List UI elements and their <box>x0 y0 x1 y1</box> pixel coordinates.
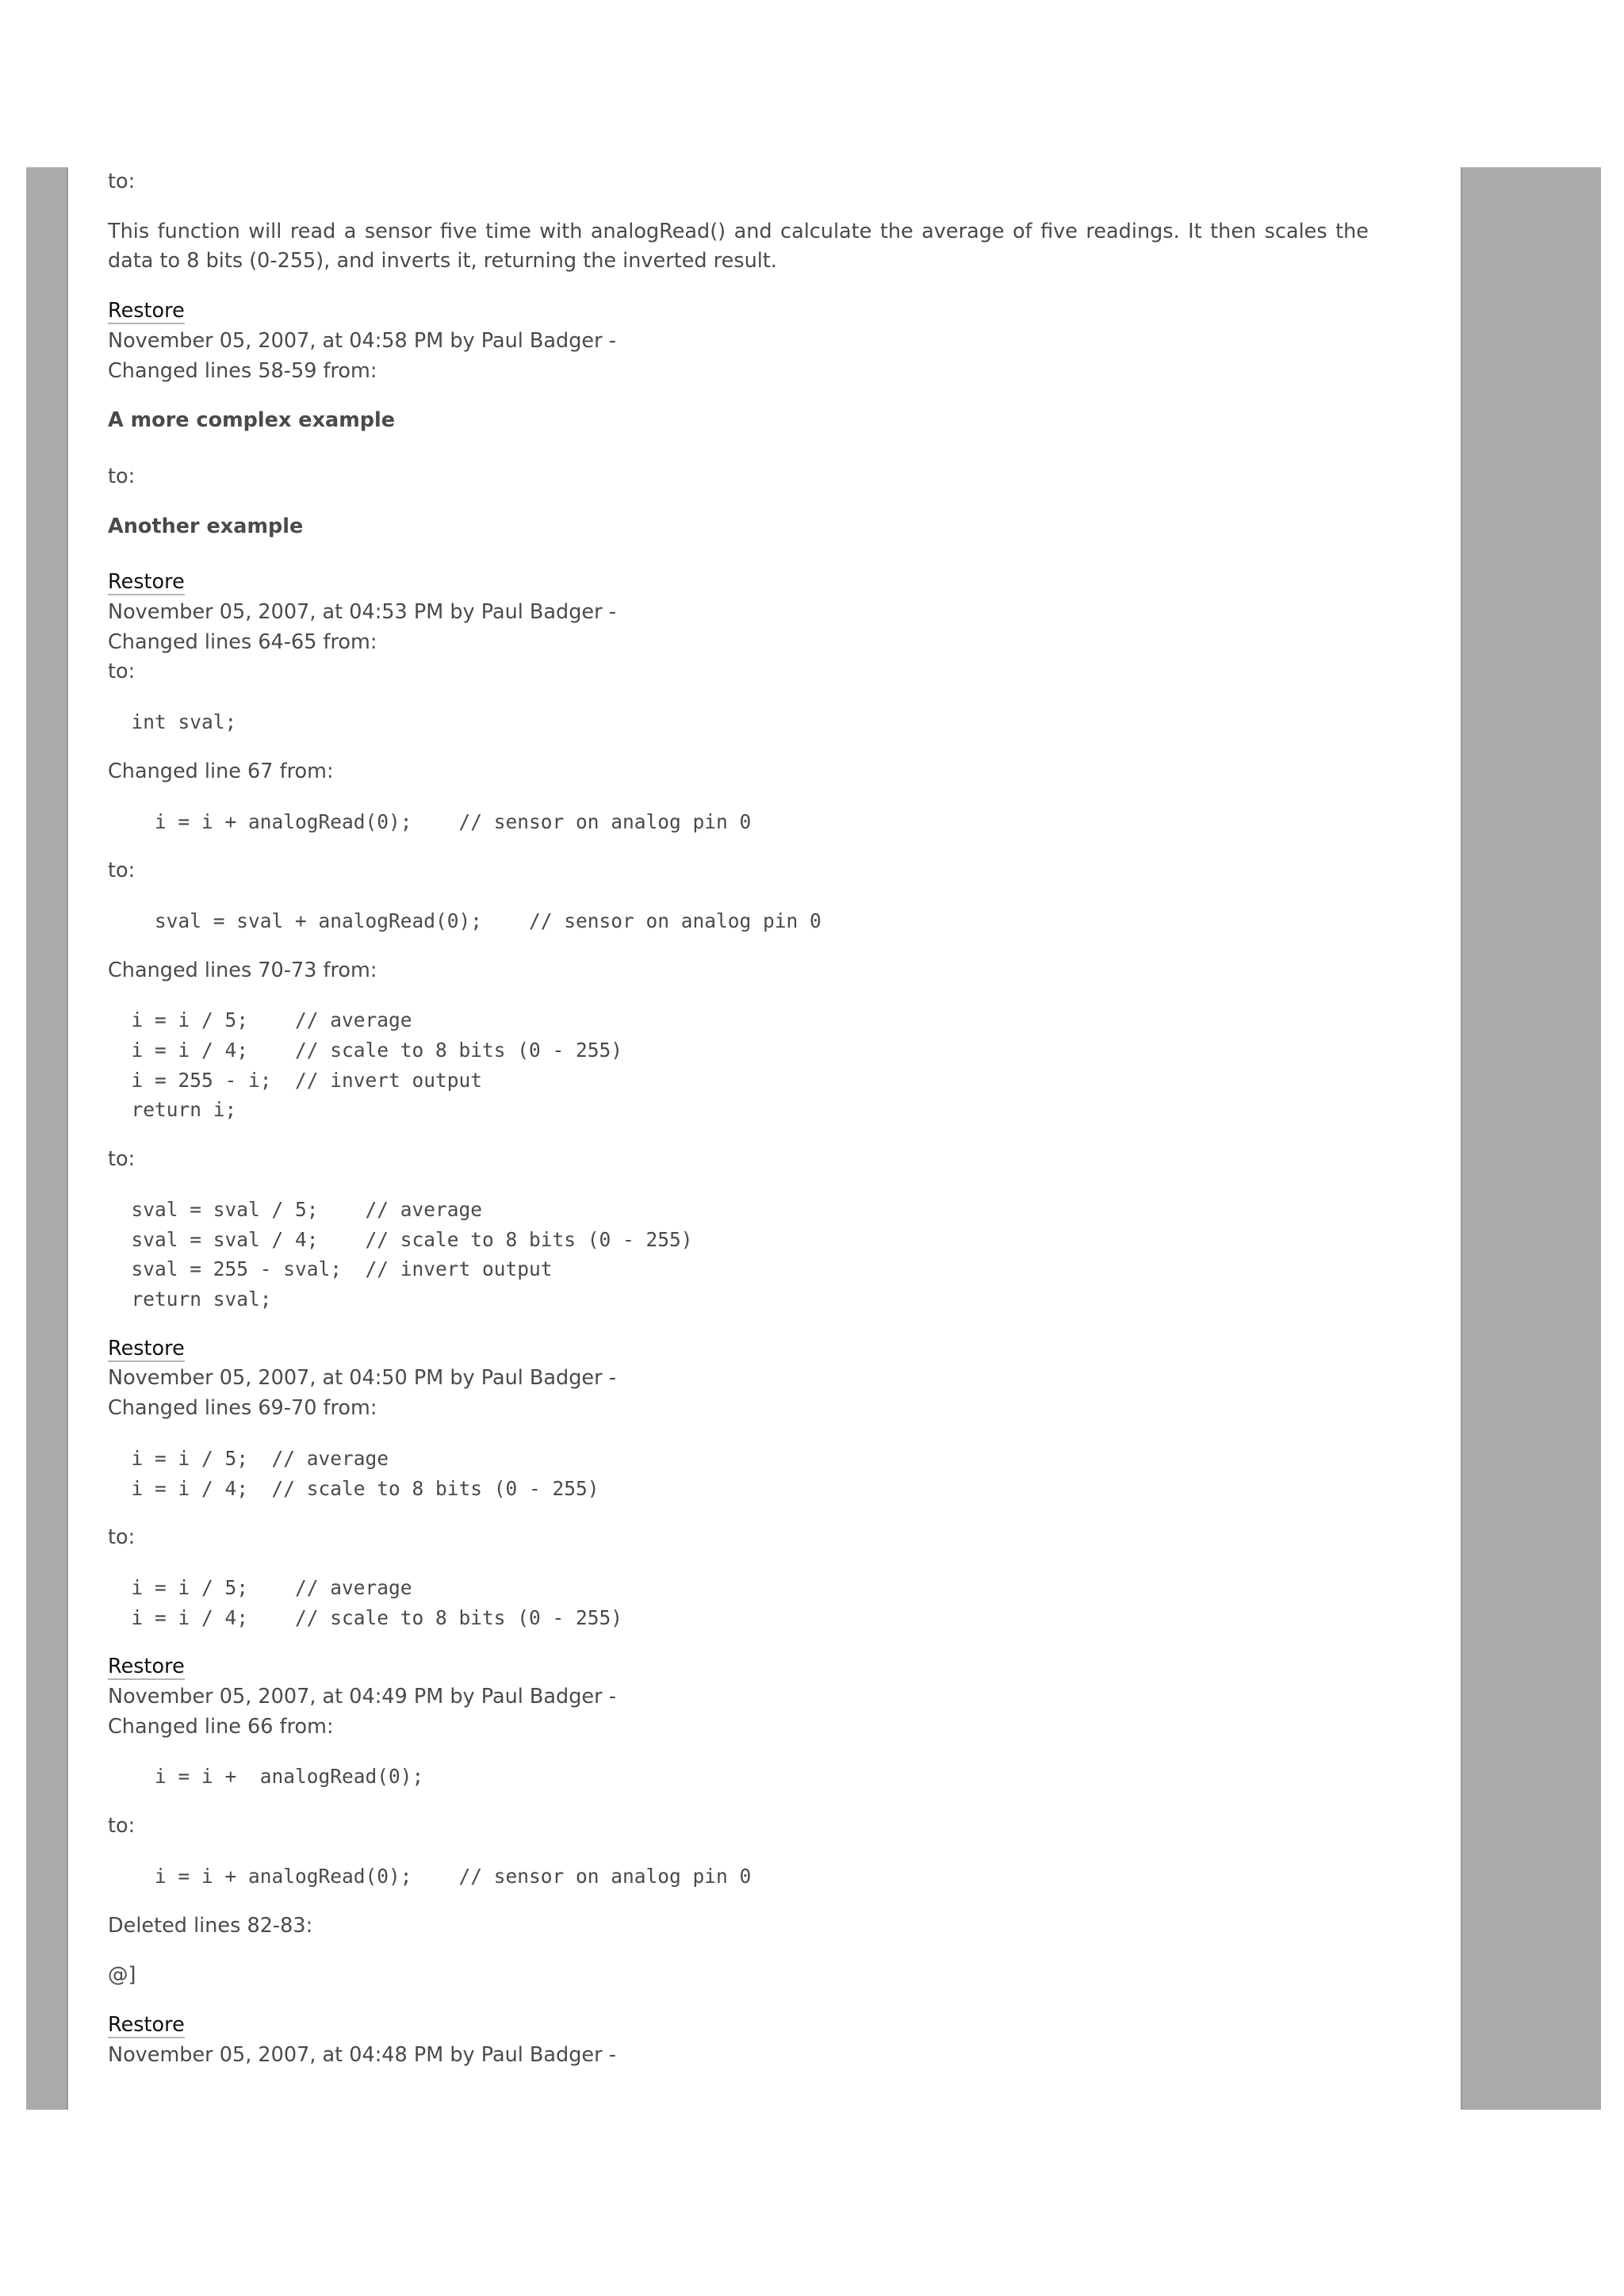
restore-row <box>108 2011 1369 2041</box>
text-line: to: <box>108 170 136 193</box>
text-line: Changed lines 69-70 from: <box>108 1396 377 1421</box>
text-line: @] <box>108 1963 136 1988</box>
text-line: to: <box>108 660 136 684</box>
code-block: i = i / 5; // average i = i / 4; // scale to 8 bits (0 - 255) <box>131 1575 623 1629</box>
code-block: i = i + analogRead(0); // sensor on analog pin 0 <box>108 1864 752 1888</box>
text-line: to: <box>108 859 136 883</box>
text-line: Deleted lines 82-83: <box>108 1913 313 1938</box>
text-line: to: <box>108 1814 136 1839</box>
left-sidebar-bar <box>26 167 68 2110</box>
text-line: to: <box>108 1147 136 1172</box>
restore-link[interactable]: Restore <box>108 1336 185 1360</box>
text-line: November 05, 2007, at 04:48 PM by Paul Badger - <box>108 2042 616 2067</box>
code-block: int sval; <box>108 710 237 734</box>
restore-row <box>108 297 1369 327</box>
restore-link[interactable]: Restore <box>108 299 185 323</box>
section-heading: A more complex example <box>108 408 396 433</box>
text-line: Changed lines 64-65 from: <box>108 629 377 654</box>
text-line: November 05, 2007, at 04:58 PM by Paul Badger - <box>108 328 616 353</box>
text-line: Changed lines 70-73 from: <box>108 958 377 982</box>
right-sidebar-bar <box>1461 167 1601 2110</box>
text-line: This function will read a sensor five time with analogRead() and calculate the average of five readings. It then scales the data to 8 bits (0-255), and inverts it, returning the inverted result. <box>108 219 1376 274</box>
text-line: Changed line 66 from: <box>108 1714 334 1739</box>
text-line: to: <box>108 1525 136 1550</box>
text-line: Changed line 67 from: <box>108 759 334 783</box>
restore-row <box>108 1334 1369 1364</box>
section-heading: Another example <box>108 514 304 538</box>
text-line: November 05, 2007, at 04:50 PM by Paul Badger - <box>108 1366 616 1391</box>
text-line: November 05, 2007, at 04:53 PM by Paul Badger - <box>108 600 616 625</box>
restore-link[interactable]: Restore <box>108 2012 185 2037</box>
code-block: sval = sval / 5; // average sval = sval / 4; // scale to 8 bits (0 - 255) sval = 255 - sval; // invert output return sval; <box>131 1197 693 1311</box>
text-line: Changed lines 58-59 from: <box>108 358 377 383</box>
code-block: sval = sval + analogRead(0); // sensor on analog pin 0 <box>108 909 822 932</box>
code-block: i = i / 5; // average i = i / 4; // scale to 8 bits (0 - 255) i = 255 - i; // invert output return i; <box>131 1008 623 1122</box>
page-history-content <box>108 167 1376 2070</box>
code-block: i = i + analogRead(0); // sensor on analog pin 0 <box>108 809 752 833</box>
code-block: i = i + analogRead(0); <box>108 1765 424 1789</box>
restore-row <box>108 1652 1369 1682</box>
text-line: November 05, 2007, at 04:49 PM by Paul Badger - <box>108 1685 616 1709</box>
restore-link[interactable]: Restore <box>108 570 185 595</box>
restore-link[interactable]: Restore <box>108 1655 185 1679</box>
restore-row <box>108 568 1369 598</box>
text-line: to: <box>108 464 136 488</box>
code-block: i = i / 5; // average i = i / 4; // scale to 8 bits (0 - 255) <box>131 1446 599 1500</box>
